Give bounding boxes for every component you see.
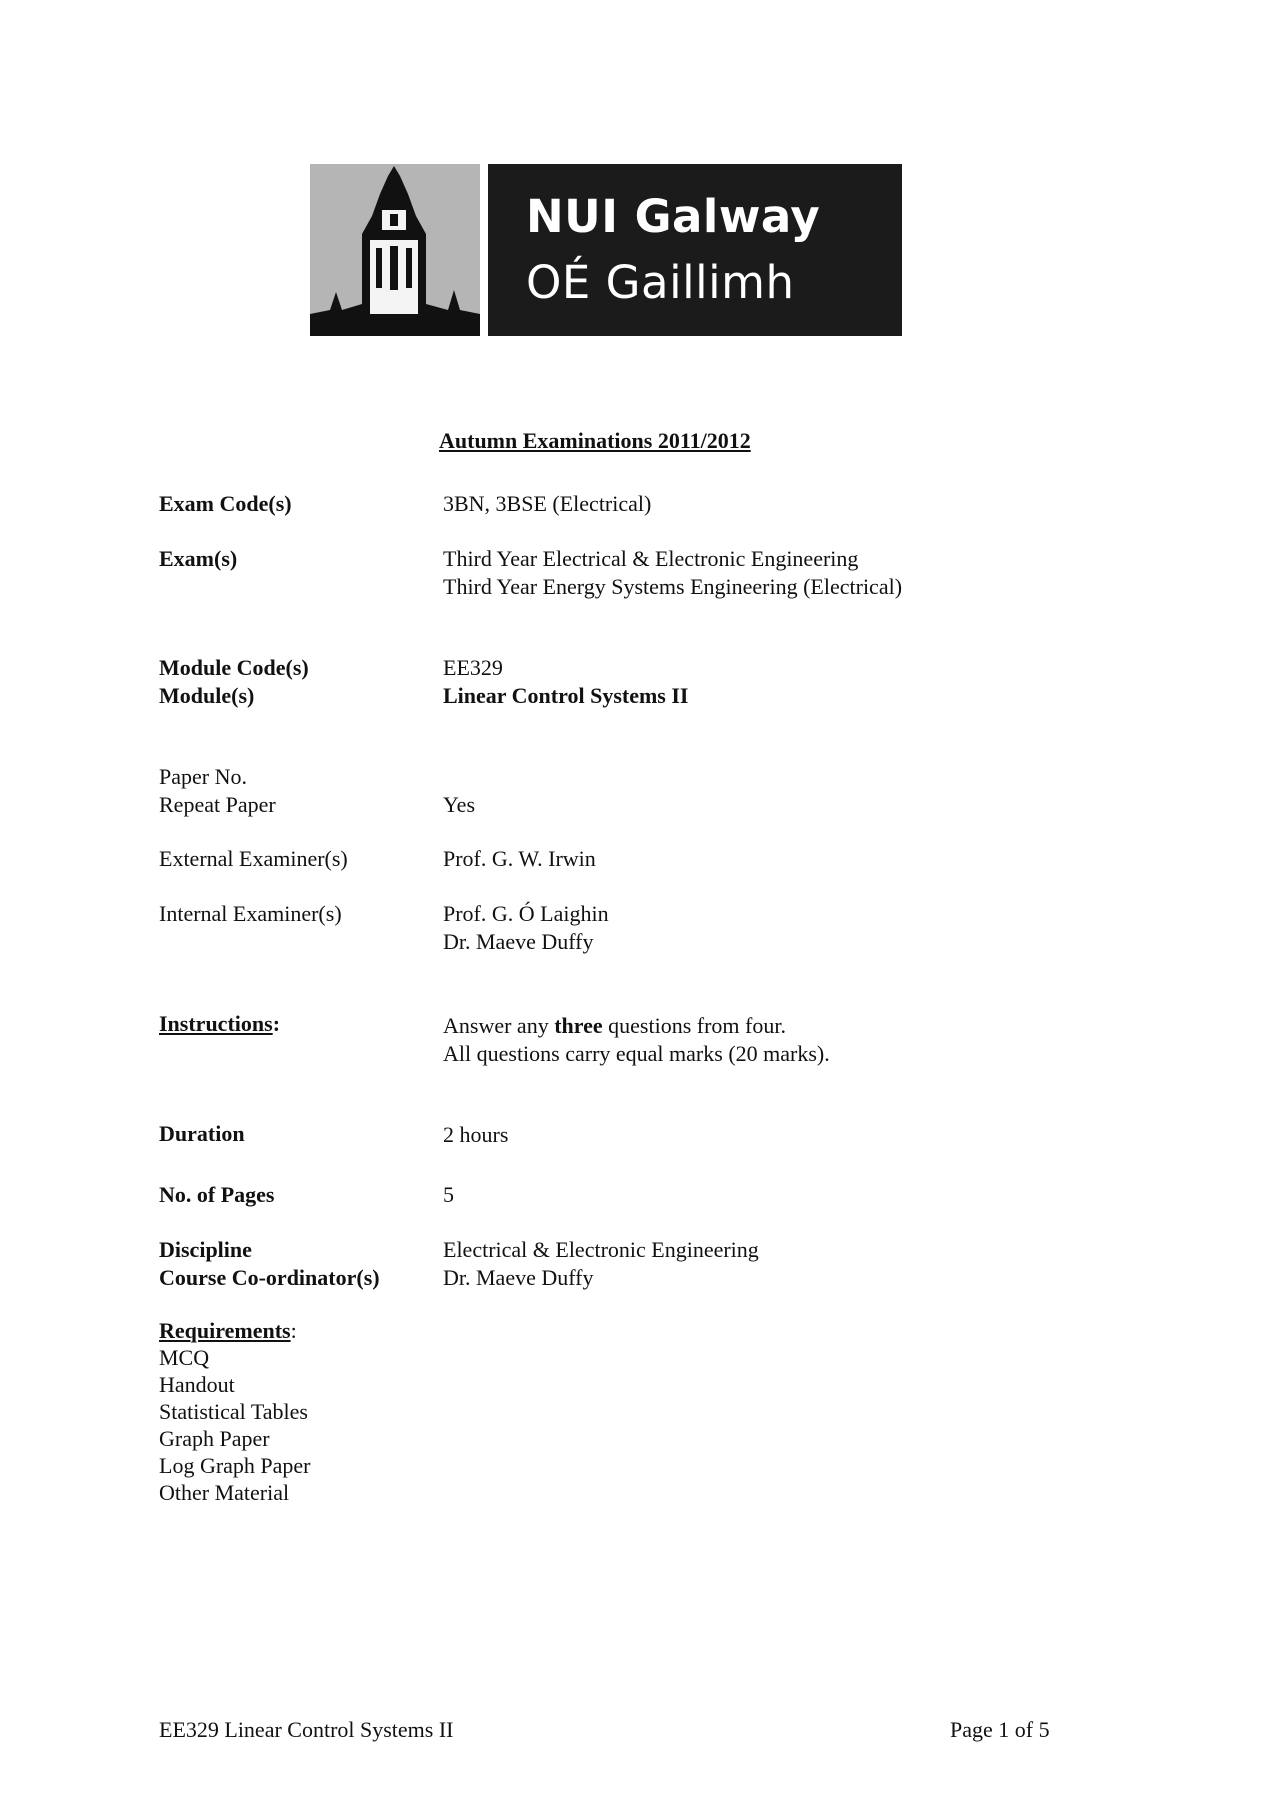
requirements-title xyxy=(159,1317,297,1345)
internal-examiners-label: Internal Examiner(s) xyxy=(159,901,342,926)
footer-page-number: Page 1 of 5 xyxy=(950,1717,1050,1742)
modules-label: Module(s) xyxy=(159,683,255,708)
instructions-label-colon: : xyxy=(272,1011,281,1036)
instructions-line-1-pre: Answer any xyxy=(443,1013,555,1038)
repeat-paper-label: Repeat Paper xyxy=(159,792,276,817)
exams-value-2: Third Year Energy Systems Engineering (Electrical) xyxy=(443,574,903,599)
module-codes-value: EE329 xyxy=(443,655,503,680)
requirements-item: Graph Paper xyxy=(159,1426,270,1451)
instructions-label-text: Instructions xyxy=(159,1011,273,1036)
exam-codes-value: 3BN, 3BSE (Electrical) xyxy=(443,491,652,516)
page-title: Autumn Examinations 2011/2012 xyxy=(439,428,751,453)
tower-silhouette-icon xyxy=(310,164,480,336)
duration-value: 2 hours xyxy=(443,1122,509,1147)
modules-value: Linear Control Systems II xyxy=(443,683,689,708)
external-examiners-label: External Examiner(s) xyxy=(159,846,348,871)
instructions-line-1-bold: three xyxy=(554,1013,603,1038)
instructions-line-2: All questions carry equal marks (20 marks). xyxy=(443,1041,830,1066)
instructions-label xyxy=(159,1010,280,1038)
pages-label: No. of Pages xyxy=(159,1182,275,1207)
requirements-item: Handout xyxy=(159,1372,235,1397)
exams-value-1: Third Year Electrical & Electronic Engineering xyxy=(443,546,859,571)
discipline-value: Electrical & Electronic Engineering xyxy=(443,1237,759,1262)
repeat-paper-value: Yes xyxy=(443,792,476,817)
coordinators-value: Dr. Maeve Duffy xyxy=(443,1265,594,1290)
internal-examiners-value-1: Prof. G. Ó Laighin xyxy=(443,901,609,926)
pages-value: 5 xyxy=(443,1182,454,1207)
instructions-line-1 xyxy=(443,1012,786,1040)
module-codes-label: Module Code(s) xyxy=(159,655,309,680)
logo-text-english: NUI Galway xyxy=(526,190,821,243)
requirements-item: Other Material xyxy=(159,1480,290,1505)
requirements-item: MCQ xyxy=(159,1345,210,1370)
requirements-title-colon: : xyxy=(290,1318,297,1343)
exam-codes-label: Exam Code(s) xyxy=(159,491,292,516)
footer-module-title: EE329 Linear Control Systems II xyxy=(159,1717,454,1742)
coordinators-label: Course Co-ordinator(s) xyxy=(159,1265,380,1290)
building-tower-image xyxy=(310,164,480,336)
university-logo xyxy=(310,164,902,336)
requirements-item: Statistical Tables xyxy=(159,1399,308,1424)
external-examiners-value: Prof. G. W. Irwin xyxy=(443,846,596,871)
requirements-item: Log Graph Paper xyxy=(159,1453,311,1478)
exams-label: Exam(s) xyxy=(159,546,238,571)
logo-text-irish: OÉ Gaillimh xyxy=(526,256,795,309)
discipline-label: Discipline xyxy=(159,1237,252,1262)
duration-label: Duration xyxy=(159,1121,245,1146)
instructions-line-1-post: questions from four. xyxy=(602,1013,786,1038)
logo-name-band xyxy=(488,164,902,336)
paper-no-label: Paper No. xyxy=(159,764,247,789)
requirements-title-text: Requirements xyxy=(159,1318,291,1343)
internal-examiners-value-2: Dr. Maeve Duffy xyxy=(443,929,594,954)
